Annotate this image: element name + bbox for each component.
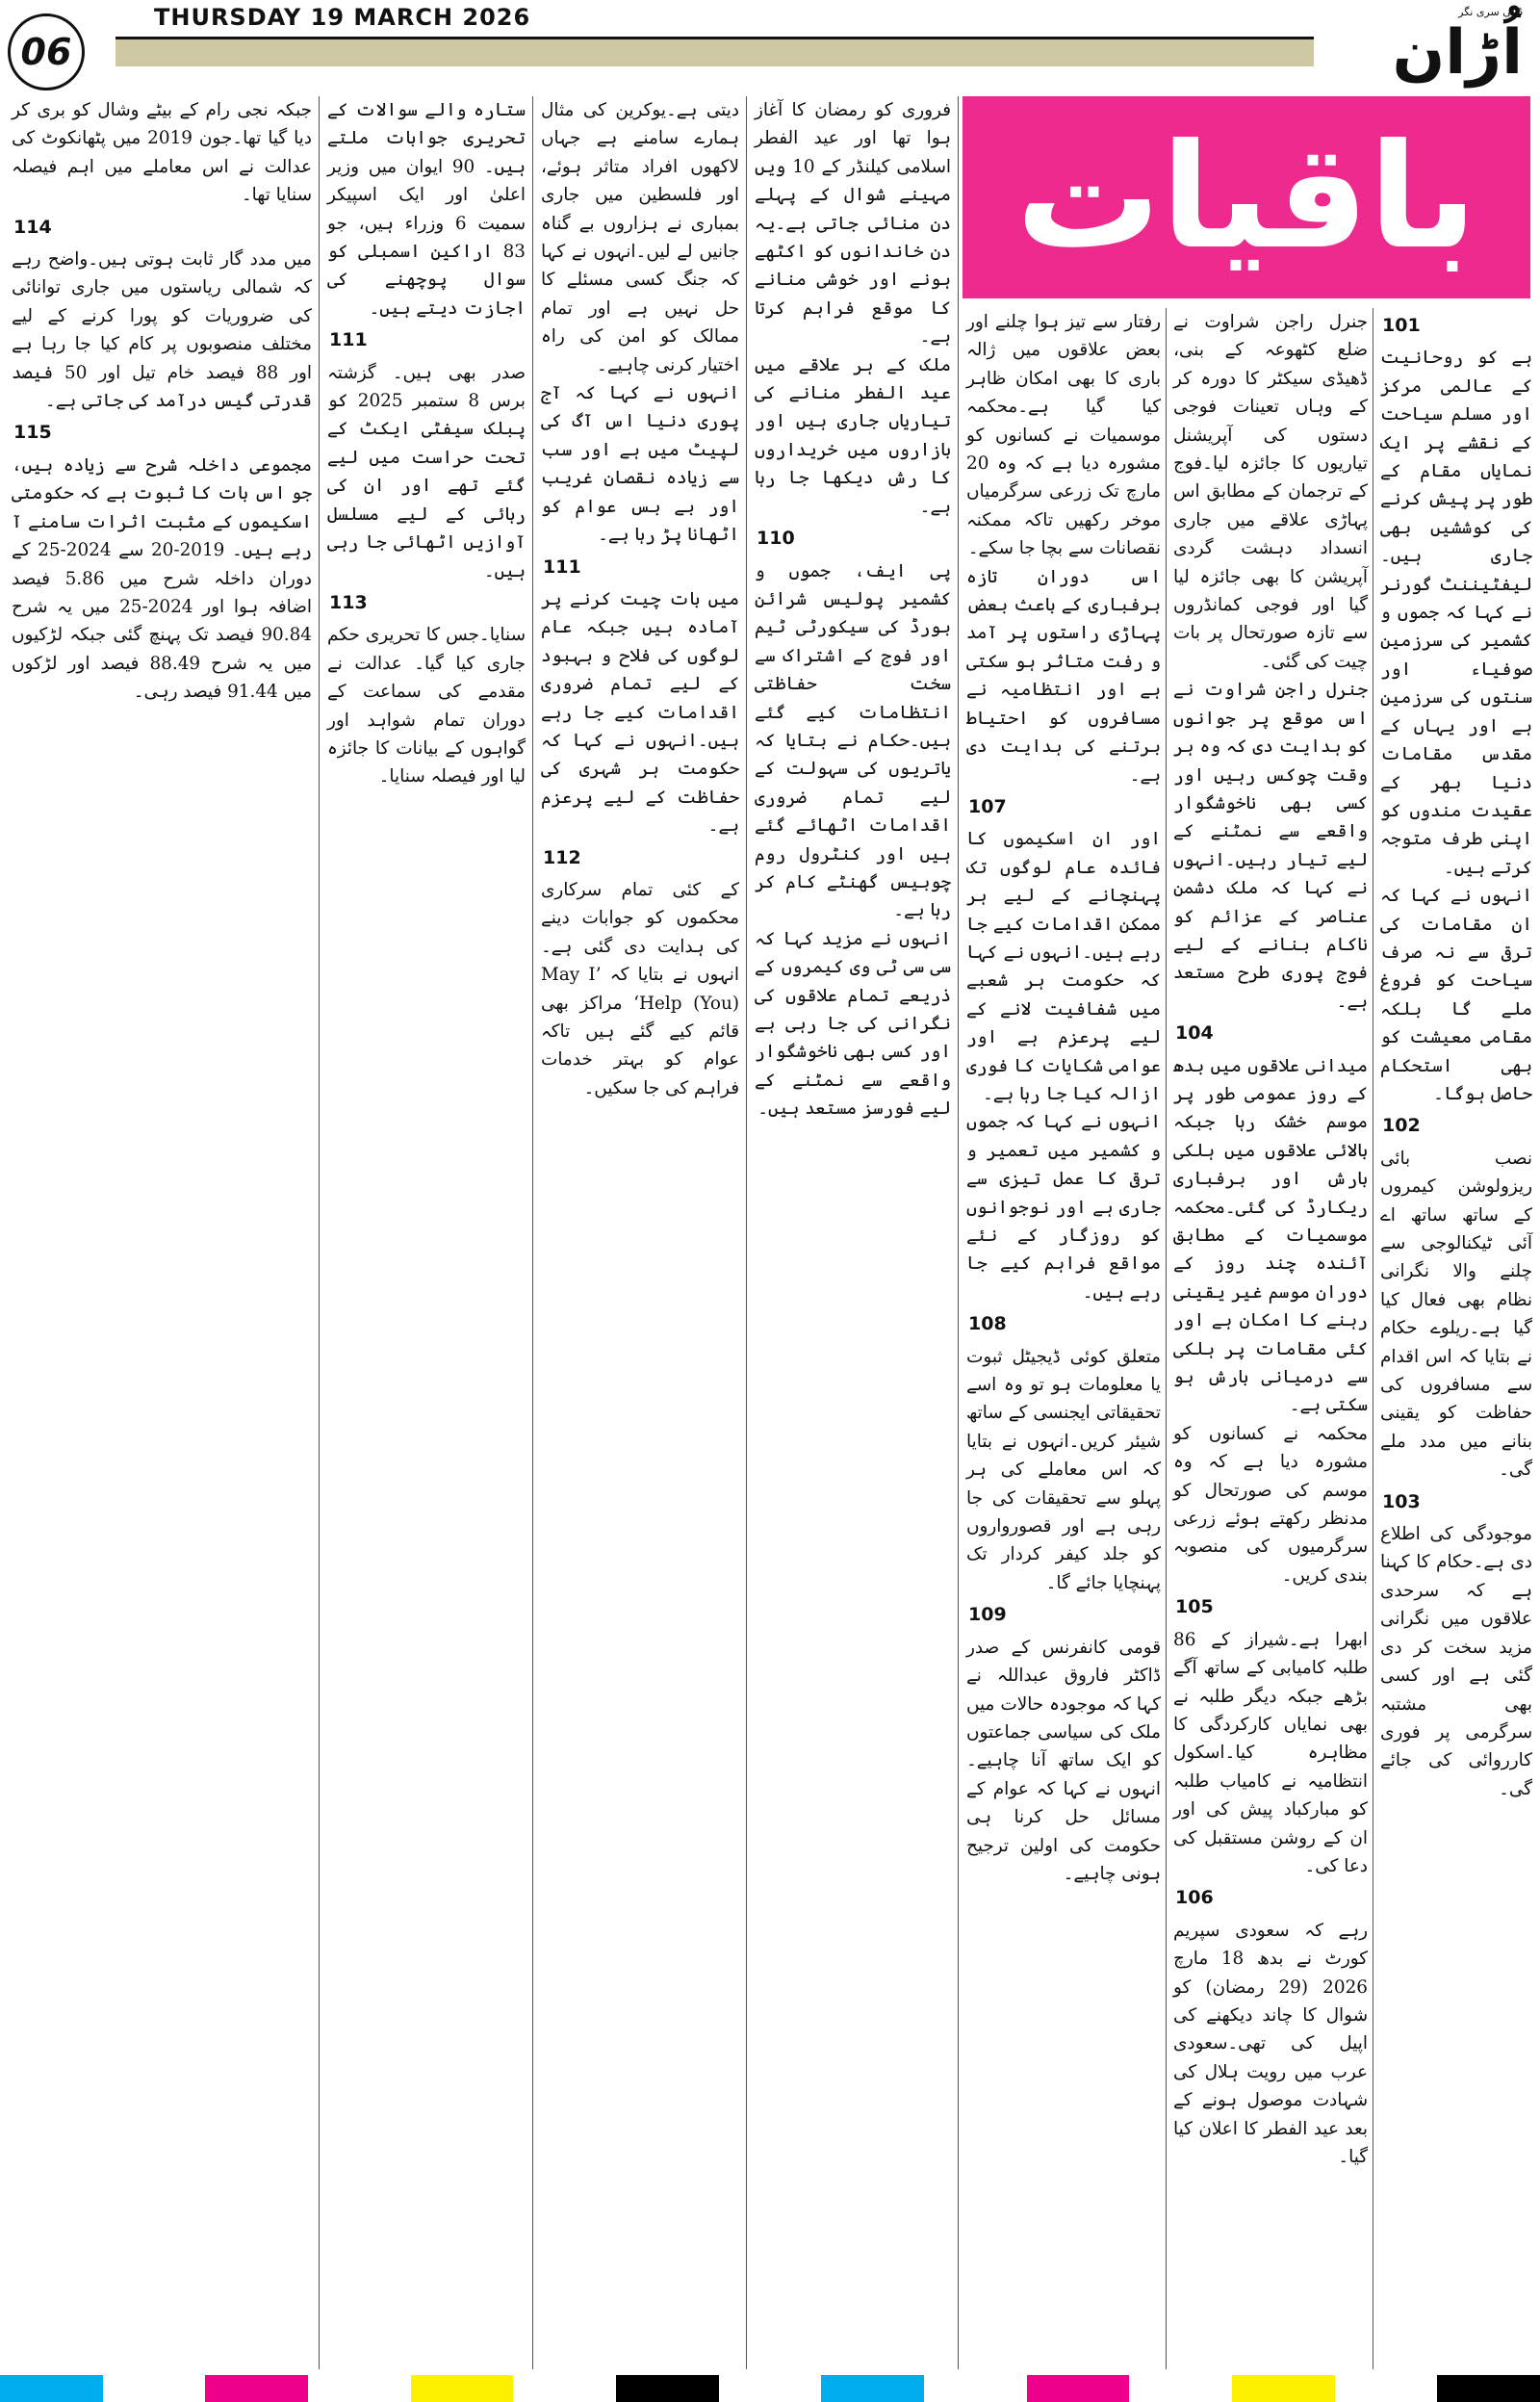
- story-number: 105: [1175, 1596, 1214, 1618]
- color-swatch: [719, 2375, 822, 2402]
- color-swatch: [205, 2375, 308, 2402]
- color-swatch: [411, 2375, 514, 2402]
- story-number: 113: [329, 591, 368, 613]
- article-paragraph: کے کئی تمام سرکاری محکموں کو جوابات دینے کی ہدایت دی گئی ہے۔انہوں نے بتایا کہ ’May I Help (You)‘ مراکز بھی قائم کیے گئے ہیں تاکہ عوام کو بہتر خدمات فراہم کی جا سکیں۔: [541, 879, 739, 1098]
- article-paragraph: صدر بھی ہیں۔ گزشتہ برس 8 ستمبر 2025 کو پبلک سیفٹی ایکٹ کے تحت حراست میں لیے گئے تھے اور ان کی رہائی کے لیے مسلسل آوازیں اٹھائی جا رہی ہیں۔: [327, 362, 526, 581]
- article-paragraph: ہے کو روحانیت کے عالمی مرکز اور مسلم سیاحت کے نقشے پر ایک نمایاں مقام کے طور پر پیش کرنے کی کوششیں بھی جاری ہیں۔لیفٹیننٹ گورنر نے کہا کہ جموں و کشمیر کی سرزمین صوفیاء اور سنتوں کی سرزمین ہے اور یہاں کے مقدس مقامات دنیا بھر کے عقیدت مندوں کو اپنی طرف متوجہ کرتے ہیں۔: [1380, 348, 1532, 878]
- article-paragraph: دیتی ہے۔یوکرین کی مثال ہمارے سامنے ہے جہاں لاکھوں افراد متاثر ہوئے، اور فلسطین میں جاری بمباری نے ہزاروں بے گناہ جانیں لے لیں۔انہوں نے کہا کہ جنگ کسی مسئلے کا حل نہیں ہے اور تمام ممالک کو امن کی راہ اختیار کرنی چاہیے۔: [541, 100, 739, 375]
- column-rule: [532, 96, 533, 2369]
- story-number: 104: [1175, 1022, 1214, 1045]
- column-5: [323, 96, 529, 2369]
- color-swatch: [308, 2375, 411, 2402]
- article-paragraph: قومی کانفرنس کے صدر ڈاکٹر فاروق عبداللہ نے کہا کہ موجودہ حالات میں ملک کی سیاسی جماعتوں کو ایک ساتھ آنا چاہیے۔انہوں نے کہا کہ عوام کے مسائل حل کرنا ہی حکومت کی اولین ترجیح ہونی چاہیے۔: [966, 1637, 1161, 1884]
- dateline: THURSDAY 19 MARCH 2026: [154, 4, 531, 31]
- story-number: 101: [1382, 315, 1421, 336]
- column-rule: [319, 96, 320, 2369]
- color-swatch: [103, 2375, 206, 2402]
- color-swatch: [1232, 2375, 1335, 2402]
- color-swatch: [1129, 2375, 1232, 2402]
- article-paragraph: ملک کے ہر علاقے میں عید الفطر منانے کی تیاریاں جاری ہیں اور بازاروں میں خریداروں کا رش دیکھا جا رہا ہے۔: [755, 354, 951, 517]
- masthead: [0, 0, 1540, 106]
- article-paragraph: رفتار سے تیز ہوا چلنے اور بعض علاقوں میں ژالہ باری کا بھی امکان ظاہر کیا گیا ہے۔محکمہ موسمیات نے کسانوں کو مشورہ دیا ہے کہ وہ 20 مارچ تک زرعی سرگرمیاں موخر رکھیں تاکہ ممکنہ نقصانات سے بچا جا سکے۔: [966, 312, 1161, 559]
- article-paragraph: پی ایف، جموں و کشمیر پولیس شرائن بورڈ کی سیکورٹی ٹیم اور فوج کے اشتراک سے سخت حفاظتی انتظامات کیے گئے ہیں۔حکام نے بتایا کہ یاتریوں کی سہولت کے لیے تمام ضروری اقدامات اٹھائے گئے ہیں اور کنٹرول روم چوبیس گھنٹے کام کر رہا ہے۔: [755, 560, 951, 921]
- story-number: 109: [968, 1604, 1007, 1626]
- article-paragraph: سنایا۔جس کا تحریری حکم جاری کیا گیا۔ عدالت نے مقدمے کی سماعت کے دوران تمام شواہد اور گواہوں کے بیانات کا جائزہ لیا اور فیصلہ سنایا۔: [327, 625, 526, 788]
- logo-small-text: ڈیلی سری نگر: [1458, 6, 1523, 18]
- article-paragraph: انہوں نے مزید کہا کہ سی سی ٹی وی کیمروں کے ذریعے تمام علاقوں کی نگرانی کی جا رہی ہے اور کسی بھی ناخوشگوار واقعے سے نمٹنے کے لیے فورسز مستعد ہیں۔: [755, 928, 951, 1120]
- article-paragraph: رہے کہ سعودی سپریم کورٹ نے بدھ 18 مارچ 2026 (29 رمضان) کو شوال کا چاند دیکھنے کی اپیل کی تھی۔سعودی عرب میں رویت ہلال کی شہادت موصول ہونے کے بعد عید الفطر کا اعلان کیا گیا۔: [1173, 1920, 1368, 2167]
- article-paragraph: موجودگی کی اطلاع دی ہے۔حکام کا کہنا ہے کہ سرحدی علاقوں میں نگرانی مزید سخت کر دی گئی ہے اور کسی بھی مشتبہ سرگرمی پر فوری کارروائی کی جائے گی۔: [1380, 1524, 1532, 1799]
- column-rule: [1166, 308, 1167, 2369]
- article-paragraph: متعلق کوئی ڈیجیٹل ثبوت یا معلومات ہو تو وہ اسے تحقیقاتی ایجنسی کے ساتھ شیئر کریں۔انہوں نے بتایا کہ اس معاملے کی ہر پہلو سے تحقیقات کی جا رہی ہے اور قصورواروں کو جلد کیفر کردار تک پہنچایا جائے گا۔: [966, 1346, 1161, 1593]
- column-rule: [746, 96, 747, 2369]
- article-paragraph: فروری کو رمضان کا آغاز ہوا تھا اور عید الفطر اسلامی کیلنڈر کے 10 ویں مہینے شوال کے پہلے دن منائی جاتی ہے۔یہ دن خاندانوں کو اکٹھے ہونے اور خوشی منانے کا موقع فراہم کرتا ہے۔: [755, 100, 951, 348]
- masthead-banner: [116, 37, 1314, 66]
- story-number: 111: [329, 329, 368, 351]
- story-number: 108: [968, 1313, 1007, 1335]
- column-4: [537, 96, 743, 2369]
- story-number: 102: [1382, 1115, 1421, 1137]
- article-paragraph: انہوں نے کہا کہ جموں و کشمیر میں تعمیر و ترقی کا عمل تیزی سے جاری ہے اور نوجوانوں کو روزگار کے نئے مواقع فراہم کیے جا رہے ہیں۔: [966, 1112, 1161, 1303]
- column-2: [962, 308, 1165, 2369]
- article-paragraph: جنرل راجن شراوت نے اس موقع پر جوانوں کو ہدایت دی کہ وہ ہر وقت چوکس رہیں اور کسی بھی ناخوشگوار واقعے سے نمٹنے کے لیے تیار رہیں۔انہوں نے کہا کہ ملک دشمن عناصر کے عزائم کو ناکام بنانے کے لیے فوج پوری طرح مستعد ہے۔: [1173, 680, 1368, 1012]
- column-3: [751, 96, 955, 2369]
- story-number: 112: [543, 846, 581, 868]
- column-1: [1169, 308, 1372, 2369]
- color-registration-strip: [0, 2375, 1540, 2402]
- column-rule: [958, 96, 959, 2369]
- article-paragraph: مجموعی داخلہ شرح سے زیادہ ہیں، جو اس بات کا ثبوت ہے کہ حکومتی اسکیموں کے مثبت اثرات سامنے آ رہے ہیں۔ 2019-20 سے 2024-25 کے دوران داخلہ شرح میں 5.86 فیصد اضافہ ہوا اور 2024-25 میں یہ شرح 90.84 فیصد تک پہنچ گئی جبکہ لڑکیوں میں یہ شرح 88.49 فیصد اور لڑکوں میں 91.44 فیصد رہی۔: [12, 454, 312, 703]
- story-number: 110: [757, 528, 795, 550]
- article-paragraph: جنرل راجن شراوت نے ضلع کٹھوعہ کے بنی، ڈھیڈی سیکٹر کا دورہ کر کے وہاں تعینات فوجی دستوں کی آپریشنل تیاریوں کا جائزہ لیا۔فوج کے ترجمان کے مطابق اس پہاڑی علاقے میں جاری انسداد دہشت گردی آپریشن کا بھی جائزہ لیا گیا اور فوجی کمانڈروں سے تازہ صورتحال پر بات چیت کی گئی۔: [1173, 312, 1368, 672]
- color-swatch: [821, 2375, 924, 2402]
- story-number: 115: [13, 422, 52, 444]
- section-heading: باقیات: [962, 96, 1530, 298]
- story-number: 114: [13, 216, 52, 238]
- article-paragraph: ستارہ والے سوالات کے تحریری جوابات ملتے ہیں۔ 90 ایوان میں وزیر اعلیٰ اور ایک اسپیکر سمیت 6 وزراء ہیں، جو 83 اراکین اسمبلی کو سوال پوچھنے کی اجازت دیتے ہیں۔: [327, 100, 526, 319]
- story-number: 107: [968, 795, 1007, 817]
- article-paragraph: اس دوران تازہ برفباری کے باعث بعض پہاڑی راستوں پر آمد و رفت متاثر ہو سکتی ہے اور انتظامیہ نے مسافروں کو احتیاط برتنے کی ہدایت دی ہے۔: [966, 566, 1161, 786]
- color-swatch: [924, 2375, 1027, 2402]
- color-swatch: [1437, 2375, 1540, 2402]
- color-swatch: [1335, 2375, 1438, 2402]
- color-swatch: [0, 2375, 103, 2402]
- article-paragraph: میدانی علاقوں میں بدھ کے روز عمومی طور پر موسم خشک رہا جبکہ بالائی علاقوں میں ہلکی بارش اور برفباری ریکارڈ کی گئی۔محکمہ موسمیات کے مطابق آئندہ چند روز کے دوران موسم غیر یقینی رہنے کا امکان ہے اور کئی مقامات پر ہلکی سے درمیانی بارش ہو سکتی ہے۔: [1173, 1055, 1368, 1416]
- logo-main-text: اُڑان: [1392, 17, 1523, 89]
- story-number: 111: [543, 555, 581, 578]
- article-paragraph: میں مدد گار ثابت ہوتی ہیں۔واضح رہے کہ شمالی ریاستوں میں جاری توانائی کی ضروریات کو پورا کرنے کے لیے مختلف منصوبوں پر کام کیا جا رہا ہے اور 88 فیصد خام تیل اور 50 فیصد قدرتی گیس درآمد کی جاتی ہے۔: [12, 249, 313, 412]
- color-swatch: [1027, 2375, 1130, 2402]
- article-paragraph: انہوں نے کہا کہ ان مقامات کی ترقی سے نہ صرف سیاحت کو فروغ ملے گا بلکہ مقامی معیشت کو بھی استحکام حاصل ہوگا۔: [1380, 886, 1532, 1104]
- article-paragraph: محکمہ نے کسانوں کو مشورہ دیا ہے کہ وہ موسم کی صورتحال کو مدنظر رکھتے ہوئے زرعی سرگرمیوں کی منصوبہ بندی کریں۔: [1173, 1423, 1368, 1586]
- article-paragraph: ابھرا ہے۔شیراز کے 86 طلبہ کامیابی کے ساتھ آگے بڑھے جبکہ دیگر طلبہ نے بھی نمایاں کارکردگی کا مظاہرہ کیا۔اسکول انتظامیہ نے کامیاب طلبہ کو مبارکباد پیش کی اور ان کے روشن مستقبل کی دعا کی۔: [1173, 1629, 1368, 1876]
- article-paragraph: نصب بائی ریزولوشن کیمروں کے ساتھ ساتھ اے آئی ٹیکنالوجی سے چلنے والا نگرانی نظام بھی فعال کیا گیا ہے۔ریلوے حکام نے بتایا کہ اس اقدام سے مسافروں کی حفاظت کو یقینی بنانے میں مدد ملے گی۔: [1380, 1148, 1532, 1481]
- color-swatch: [616, 2375, 719, 2402]
- column-7: [1376, 308, 1536, 2369]
- article-paragraph: میں بات چیت کرنے پر آمادہ ہیں جبکہ عام لوگوں کی فلاح و بہبود کے لیے تمام ضروری اقدامات کیے جا رہے ہیں۔انہوں نے کہا کہ حکومت ہر شہری کی حفاظت کے لیے پرعزم ہے۔: [541, 588, 739, 837]
- newspaper-logo: [1321, 6, 1523, 87]
- page-number: 06: [8, 13, 85, 90]
- column-6: [8, 96, 316, 2369]
- story-number: 106: [1175, 1887, 1214, 1909]
- article-paragraph: انہوں نے کہا کہ آج پوری دنیا اس آگ کی لپیٹ میں ہے اور سب سے زیادہ نقصان غریب اور بے بس عوام کو اٹھانا پڑ رہا ہے۔: [541, 383, 739, 546]
- color-swatch: [513, 2375, 616, 2402]
- article-paragraph: جبکہ نجی رام کے بیٹے وشال کو بری کر دیا گیا تھا۔جون 2019 میں پٹھانکوٹ کی عدالت نے اس معاملے میں اہم فیصلہ سنایا تھا۔: [12, 100, 312, 206]
- article-paragraph: اور ان اسکیموں کا فائدہ عام لوگوں تک پہنچانے کے لیے ہر ممکن اقدامات کیے جا رہے ہیں۔انہوں نے کہا کہ حکومت ہر شعبے میں شفافیت لانے کے لیے پرعزم ہے اور عوامی شکایات کا فوری ازالہ کیا جا رہا ہے۔: [966, 829, 1161, 1104]
- story-number: 103: [1382, 1490, 1421, 1512]
